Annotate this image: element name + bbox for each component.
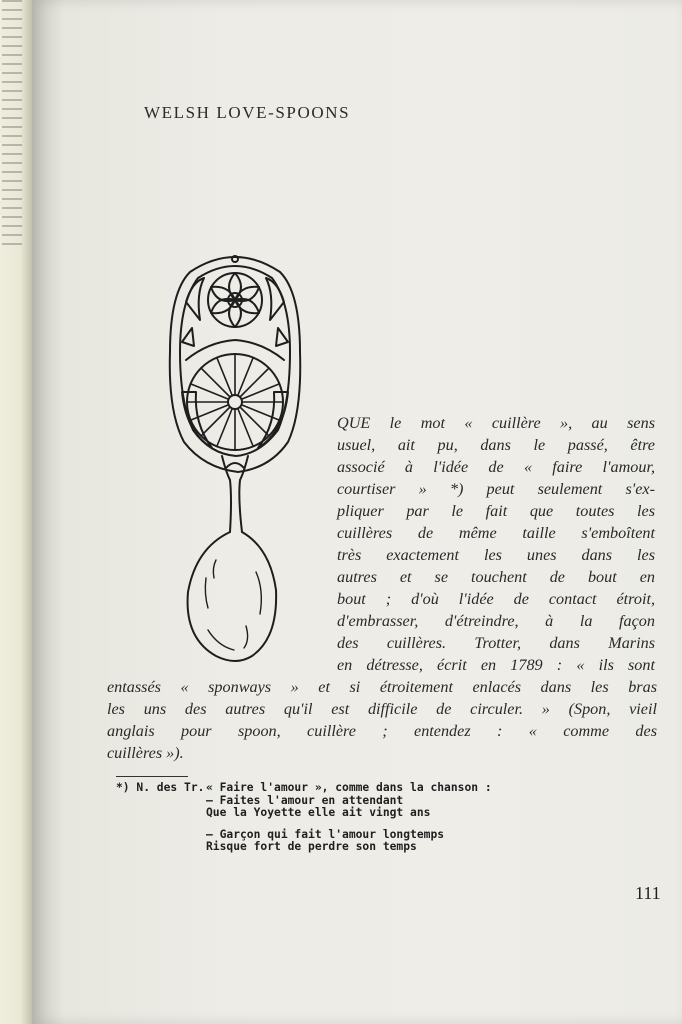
running-title: WELSH LOVE-SPOONS — [144, 103, 351, 122]
text-line: courtiser » *) peut seulement s'ex- — [337, 480, 655, 498]
text-line: les uns des autres qu'il est difficile de circuler. » (Spon, vieil — [107, 700, 657, 718]
text-line-last: cuillères »). — [107, 744, 184, 762]
text-line: des cuillères. Trotter, dans Marins — [337, 634, 655, 652]
text-line: très exactement les unes dans les — [337, 546, 655, 564]
love-spoon-illustration — [160, 242, 310, 666]
book-page — [32, 0, 682, 1024]
paragraph-full-width — [107, 676, 657, 764]
paragraph-column — [337, 412, 655, 676]
text-line: pliquer par le fait que toutes les — [337, 502, 655, 520]
footnote-line: Que la Yoyette elle ait vingt ans — [206, 806, 431, 819]
footnote-line: — Garçon qui fait l'amour longtemps — [206, 827, 445, 841]
text-line: usuel, ait pu, dans le passé, être — [337, 436, 655, 454]
text-line: QUE le mot « cuillère », au sens — [337, 414, 655, 432]
footnote-line: « Faire l'amour », comme dans la chanson : — [206, 781, 492, 794]
footnote-rule — [116, 776, 188, 777]
text-line: cuillères de même taille s'emboîtent — [337, 524, 655, 542]
text-line: autres et se touchent de bout en — [337, 568, 655, 586]
text-line: anglais pour spoon, cuillère ; entendez : « comme des — [107, 722, 657, 740]
previous-page-edge — [0, 0, 34, 1024]
footnote-text — [206, 782, 492, 854]
text-line: bout ; d'où l'idée de contact étroit, — [337, 590, 655, 608]
footnote-line: Risque fort de perdre son temps — [206, 840, 417, 853]
footnote-line: — Faites l'amour en attendant — [206, 793, 404, 807]
text-line: entassés « sponways » et si étroitement enlacés dans les bras — [107, 678, 657, 696]
page-number: 111 — [635, 883, 661, 903]
footnote-label: *) N. des Tr. — [116, 781, 205, 794]
previous-page-text-fragment — [2, 0, 22, 250]
text-line: associé à l'idée de « faire l'amour, — [337, 458, 655, 476]
text-line: en détresse, écrit en 1789 : « ils sont — [337, 656, 655, 674]
text-line: d'embrasser, d'étreindre, à la façon — [337, 612, 655, 630]
